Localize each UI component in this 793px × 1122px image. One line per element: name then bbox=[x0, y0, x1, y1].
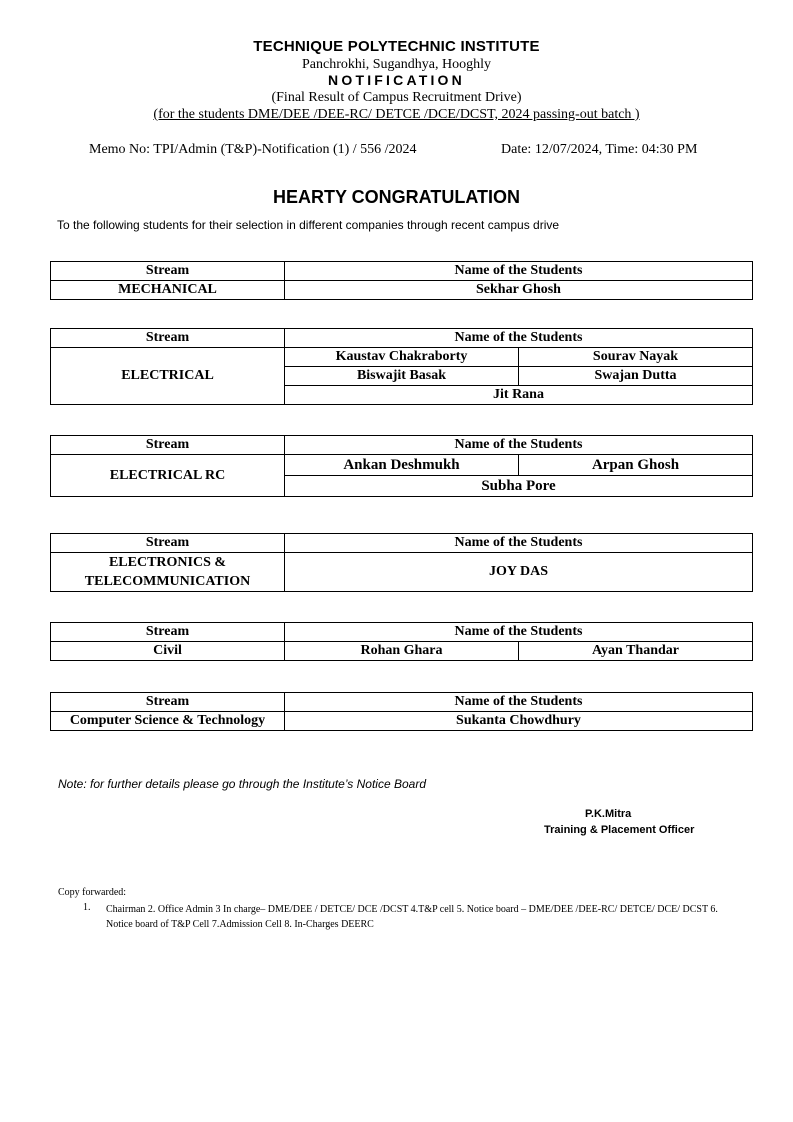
names-header: Name of the Students bbox=[285, 534, 753, 553]
mechanical-table bbox=[50, 261, 753, 300]
stream-cell: ELECTRICAL RC bbox=[51, 455, 285, 497]
names-header: Name of the Students bbox=[285, 329, 753, 348]
stream-line: ELECTRONICS & bbox=[108, 555, 227, 570]
names-header: Name of the Students bbox=[285, 623, 753, 642]
names-header: Name of the Students bbox=[285, 436, 753, 455]
student-cell: Jit Rana bbox=[285, 386, 753, 405]
stream-line: TELECOMMUNICATION bbox=[84, 574, 251, 589]
student-cell: Rohan Ghara bbox=[285, 642, 519, 661]
student-cell: Biswajit Basak bbox=[285, 367, 519, 386]
stream-header: Stream bbox=[51, 534, 285, 553]
intro-text: To the following students for their selection in different companies through recent campus drive bbox=[57, 218, 560, 232]
stream-header: Stream bbox=[51, 262, 285, 281]
footer-note: Note: for further details please go through the Institute’s Notice Board bbox=[58, 777, 426, 791]
cst-table bbox=[50, 692, 753, 731]
stream-header: Stream bbox=[51, 329, 285, 348]
student-cell: Subha Pore bbox=[285, 476, 753, 497]
notification-subtitle: (Final Result of Campus Recruitment Drive) bbox=[271, 90, 522, 105]
copy-heading: Copy forwarded: bbox=[58, 887, 127, 898]
student-cell: Swajan Dutta bbox=[519, 367, 753, 386]
names-header: Name of the Students bbox=[285, 262, 753, 281]
student-cell: Ayan Thandar bbox=[519, 642, 753, 661]
student-cell: Sourav Nayak bbox=[519, 348, 753, 367]
batch-line bbox=[0, 107, 793, 123]
stream-cell: Civil bbox=[51, 642, 285, 661]
stream-header: Stream bbox=[51, 436, 285, 455]
student-cell: Ankan Deshmukh bbox=[285, 455, 519, 476]
stream-cell bbox=[51, 553, 285, 592]
copy-item-text: Chairman 2. Office Admin 3 In charge– DME/DEE / DETCE/ DCE /DCST 4.T&P cell 5. Notice board – DME/DEE /DEE-RC/ DETCE/ DCE/ DCST 6. Notice board of T&P Cell 7.Admission Cell 8. In-Charges DEERC bbox=[106, 904, 718, 930]
electrical-table bbox=[50, 328, 753, 405]
stream-header: Stream bbox=[51, 623, 285, 642]
institute-name: TECHNIQUE POLYTECHNIC INSTITUTE bbox=[253, 38, 540, 55]
institute-address: Panchrokhi, Sugandhya, Hooghly bbox=[302, 57, 491, 72]
stream-header: Stream bbox=[51, 693, 285, 712]
student-cell: Sekhar Ghosh bbox=[285, 281, 753, 300]
stream-cell: Computer Science & Technology bbox=[51, 712, 285, 731]
notification-title: NOTIFICATION bbox=[328, 72, 465, 88]
student-cell: Arpan Ghosh bbox=[519, 455, 753, 476]
electrical-rc-table bbox=[50, 435, 753, 497]
civil-table bbox=[50, 622, 753, 661]
etce-table bbox=[50, 533, 753, 592]
memo-datetime: Date: 12/07/2024, Time: 04:30 PM bbox=[501, 142, 698, 157]
copy-item-number: 1. bbox=[83, 902, 91, 913]
signatory-title: Training & Placement Officer bbox=[544, 824, 695, 836]
names-header: Name of the Students bbox=[285, 693, 753, 712]
student-cell: Sukanta Chowdhury bbox=[285, 712, 753, 731]
stream-cell: ELECTRICAL bbox=[51, 348, 285, 405]
stream-cell: MECHANICAL bbox=[51, 281, 285, 300]
student-cell: Kaustav Chakraborty bbox=[285, 348, 519, 367]
signatory-name: P.K.Mitra bbox=[585, 808, 632, 820]
memo-number: Memo No: TPI/Admin (T&P)-Notification (1) / 556 /2024 bbox=[89, 142, 417, 157]
page-heading: HEARTY CONGRATULATION bbox=[273, 187, 520, 207]
batch-text: (for the students DME/DEE /DEE-RC/ DETCE /DCE/DCST, 2024 passing-out batch ) bbox=[153, 107, 640, 122]
student-cell: JOY DAS bbox=[285, 553, 753, 592]
